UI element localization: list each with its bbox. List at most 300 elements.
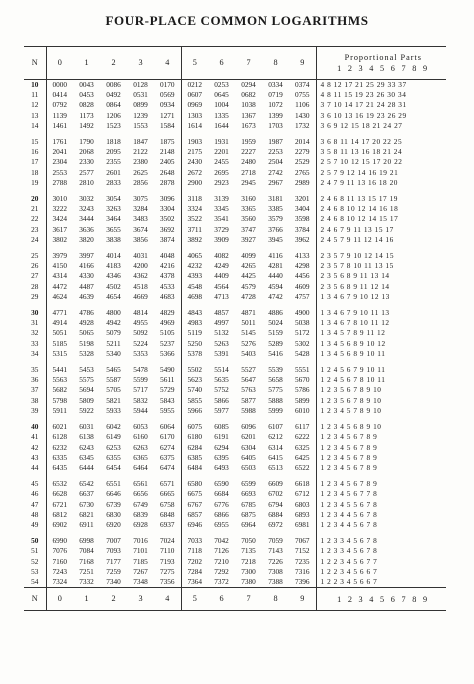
log-value-cell: 6875 [241,509,256,519]
log-value-cell: 6812 [52,509,68,519]
log-value-cell: 4533 [159,281,175,291]
log-value-cell: 6128 [52,432,68,442]
row-n-value: 47 [24,500,46,510]
row-n-value: 13 [24,111,46,121]
log-value-cell: 6684 [214,489,229,499]
log-value-cell: 2833 [106,177,121,187]
log-value-cell: 3856 [133,234,148,244]
log-value-cell: 1038 [241,100,256,110]
log-value-cell: 7226 [268,556,283,566]
row-n-value: 26 [24,261,46,271]
log-value-cell: 0899 [133,100,148,110]
log-value-cell: 6243 [79,442,94,452]
log-value-cell: 6955 [214,519,229,529]
log-value-cell: 6212 [268,432,283,442]
log-value-cell: 5092 [133,328,148,338]
digit-header: 5 [181,47,208,80]
proportional-parts-cell: 1 2 3 4 5 5 6 7 8 [316,500,446,510]
log-value-cell: 3820 [79,234,94,244]
log-value-cell: 1004 [214,100,229,110]
log-value-cell: 3617 [52,224,68,234]
digit-header: 0 [46,47,73,80]
table-row [24,396,446,406]
page-title: FOUR-PLACE COMMON LOGARITHMS [105,13,369,28]
log-value-cell: 2601 [106,167,121,177]
log-value-cell: 7202 [181,557,208,567]
table-row [24,111,446,121]
log-value-cell: 4564 [214,281,229,291]
log-value-cell: 5763 [241,385,256,395]
log-value-cell: 4955 [133,318,148,328]
log-value-cell: 2625 [133,167,148,177]
log-value-cell: 1732 [294,120,310,130]
row-n-value: 17 [24,157,46,167]
log-value-cell: 3802 [52,234,68,244]
table-row [24,261,446,271]
log-value-cell: 6294 [214,442,229,452]
log-value-cell: 1875 [159,137,175,147]
log-value-cell: 5933 [106,405,121,415]
log-value-cell: 0969 [181,100,208,110]
log-value-cell: 7050 [241,536,256,546]
log-value-cell: 6580 [181,479,208,489]
log-value-cell: 7007 [106,536,121,546]
row-n-value: 36 [24,375,46,385]
log-value-cell: 6946 [181,520,208,530]
log-value-cell: 5263 [214,338,229,348]
log-value-cell: 7340 [106,576,121,586]
log-value-cell: 6075 [181,422,208,432]
log-value-cell: 2330 [79,157,94,167]
log-value-cell: 3345 [214,204,229,214]
table-row [24,225,446,235]
log-value-cell: 3598 [294,214,310,224]
log-value-cell: 2175 [181,147,208,157]
log-value-cell: 3874 [159,234,175,244]
log-value-cell: 7143 [268,546,283,556]
log-value-cell: 7110 [160,546,175,556]
log-value-cell: 0414 [52,90,68,100]
log-value-cell: 6170 [159,432,175,442]
proportional-parts-header [316,47,446,80]
log-value-cell: 6345 [79,452,94,462]
log-value-cell: 4900 [294,308,310,318]
log-value-cell: 6031 [79,422,94,432]
log-value-cell: 6042 [106,422,121,432]
proportional-parts-cell: 3 5 8 11 13 16 18 21 24 [316,147,446,157]
table-body [24,80,446,588]
log-value-cell: 5366 [159,348,175,358]
table-row [24,194,446,204]
log-value-cell: 6464 [133,462,148,472]
log-value-cell: 5944 [133,405,148,415]
log-value-cell: 6454 [106,462,121,472]
log-value-cell: 6739 [106,499,121,509]
table-row [24,479,446,489]
log-value-cell: 3997 [79,251,94,261]
log-value-cell: 3784 [294,224,310,234]
log-value-cell: 2967 [268,177,283,187]
row-n-value: 41 [24,432,46,442]
log-value-cell: 6425 [294,452,310,462]
log-value-cell: 6263 [133,442,148,452]
log-value-cell: 4814 [133,308,148,318]
log-value-cell: 2577 [79,167,94,177]
row-n-value: 20 [24,194,46,204]
log-value-cell: 4232 [181,261,208,271]
log-value-cell: 6571 [159,479,175,489]
log-value-cell: 6848 [159,509,175,519]
log-value-cell: 6902 [52,519,68,529]
digit-footer: 3 [127,588,154,611]
log-value-cell: 2765 [294,167,310,177]
log-value-cell: 6314 [268,442,283,452]
log-value-cell: 4742 [268,291,283,301]
log-value-cell: 6893 [294,509,310,519]
table-row [24,365,446,375]
log-value-cell: 1461 [52,120,68,130]
digit-footer: 5 [181,588,208,611]
log-value-cell: 5403 [241,348,256,358]
log-value-cell: 5539 [268,365,283,375]
log-value-cell: 2480 [241,157,256,167]
log-value-cell: 5911 [52,405,67,415]
log-value-cell: 7275 [159,566,175,576]
log-value-cell: 6928 [133,519,148,529]
log-value-cell: 1903 [181,137,208,147]
log-value-cell: 1335 [214,110,229,120]
digit-footer: 4 [154,588,181,611]
log-value-cell: 4800 [106,308,121,318]
log-value-cell: 7168 [79,556,94,566]
table-row [24,214,446,224]
log-value-cell: 2405 [159,157,175,167]
log-value-cell: 3909 [214,234,229,244]
log-value-cell: 6637 [79,489,94,499]
proportional-parts-cell: 1 2 2 3 4 5 6 6 7 [316,577,446,588]
log-value-cell: 6665 [159,489,175,499]
digit-footer: 6 [208,588,235,611]
log-value-cell: 1644 [214,120,229,130]
log-value-cell: 0043 [79,80,94,89]
log-value-cell: 6532 [52,479,68,489]
log-value-cell: 1523 [106,120,121,130]
log-value-cell: 0755 [294,90,310,100]
log-value-cell: 5478 [133,365,148,375]
log-value-cell: 3655 [106,224,121,234]
proportional-parts-cell: 1 2 2 3 4 5 6 7 7 [316,557,446,567]
log-value-cell: 7348 [133,576,148,586]
proportional-parts-cell: 3 6 9 12 15 18 21 24 27 [316,121,446,131]
log-value-cell: 7118 [181,546,208,556]
log-value-cell: 0492 [106,90,121,100]
log-value-cell: 6375 [159,452,175,462]
log-value-cell: 4082 [214,251,229,261]
log-value-cell: 5119 [181,328,208,338]
log-value-cell: 7332 [79,576,94,586]
log-value-cell: 6138 [79,432,94,442]
log-value-cell: 5988 [241,405,256,415]
table-row [24,318,446,328]
log-value-cell: 0864 [106,100,121,110]
log-value-cell: 4757 [294,291,310,301]
log-value-cell: 5775 [268,385,283,395]
log-value-cell: 4346 [106,271,121,281]
row-n-value: 11 [24,90,46,100]
row-n-value: 24 [24,235,46,245]
log-value-cell: 5682 [52,385,68,395]
log-value-cell: 5752 [214,385,229,395]
log-value-cell: 2253 [268,147,283,157]
log-value-cell: 6884 [268,509,283,519]
log-value-cell: 5843 [159,395,175,405]
log-value-cell: 6551 [106,479,121,489]
log-value-cell: 5237 [159,338,175,348]
table-row [24,90,446,100]
log-value-cell: 5922 [79,405,94,415]
log-value-cell: 4133 [294,251,310,261]
proportional-parts-cell: 1 2 4 5 6 7 9 10 11 [316,365,446,375]
log-value-cell: 5899 [294,395,310,405]
log-value-cell: 0531 [133,90,148,100]
log-value-cell: 7300 [241,566,256,576]
log-value-cell: 0253 [214,80,229,89]
proportional-parts-cell: 1 2 3 4 5 6 7 8 9 [316,479,446,489]
table-row [24,308,446,318]
log-value-cell: 1931 [214,137,229,147]
log-value-cell: 3096 [159,194,175,204]
log-value-cell: 5694 [79,385,94,395]
log-value-cell: 3979 [52,251,68,261]
table-row [24,168,446,178]
row-n-value: 21 [24,204,46,214]
table-row [24,251,446,261]
row-n-value: 23 [24,225,46,235]
log-value-cell: 5740 [181,385,208,395]
log-value-cell: 0334 [268,80,283,89]
log-value-cell: 6712 [294,489,310,499]
log-value-cell: 4014 [106,251,121,261]
log-value-cell: 5955 [159,405,175,415]
log-value-cell: 6730 [79,499,94,509]
log-value-cell: 0000 [52,80,68,89]
log-value-cell: 7284 [181,567,208,577]
log-value-cell: 4969 [159,318,175,328]
log-value-cell: 6503 [241,462,256,472]
log-value-cell: 0645 [214,90,229,100]
log-value-cell: 7316 [294,566,310,576]
log-value-cell: 6191 [214,432,229,442]
log-value-cell: 6776 [214,499,229,509]
table-row [24,204,446,214]
row-n-value: 49 [24,520,46,530]
log-value-cell: 1614 [181,121,208,131]
log-value-cell: 4579 [241,281,256,291]
log-value-cell: 5670 [294,375,310,385]
log-value-cell: 5276 [241,338,256,348]
log-value-cell: 4166 [79,261,94,271]
log-value-cell: 2201 [214,147,229,157]
row-n-value: 10 [24,80,46,91]
row-n-value: 27 [24,271,46,281]
log-value-cell: 6721 [52,499,68,509]
log-value-cell: 2041 [52,147,68,157]
log-value-cell: 1761 [52,137,68,147]
row-n-value: 14 [24,121,46,131]
log-value-cell: 3579 [268,214,283,224]
log-value-cell: 1492 [79,120,94,130]
proportional-parts-cell: 1 2 4 5 6 7 8 10 11 [316,375,446,385]
proportional-parts-digits: 1 2 3 4 5 6 7 8 9 [337,594,430,604]
row-n-value: 45 [24,479,46,489]
proportional-parts-cell: 2 4 5 7 9 11 12 14 16 [316,235,446,245]
log-value-cell: 3160 [241,194,256,204]
digit-header: 1 [73,47,100,80]
log-value-cell: 6821 [79,509,94,519]
log-value-cell: 5145 [241,328,256,338]
log-value-cell: 6149 [106,432,121,442]
table-row [24,567,446,577]
proportional-parts-cell: 1 2 3 4 4 5 6 7 8 [316,510,446,520]
log-value-cell: 6803 [294,499,310,509]
row-n-value: 54 [24,577,46,588]
log-value-cell: 2878 [159,177,175,187]
row-n-value: 42 [24,443,46,453]
proportional-parts-footer [316,588,446,611]
log-value-cell: 3032 [79,194,94,204]
table-row [24,557,446,567]
log-value-cell: 4183 [106,261,121,271]
log-value-cell: 2900 [181,178,208,188]
table-row [24,385,446,395]
log-value-cell: 4216 [159,261,175,271]
log-value-cell: 3766 [268,224,283,234]
log-value-cell: 5705 [106,385,121,395]
log-value-cell: 5105 [159,328,175,338]
proportional-parts-cell: 3 6 8 11 14 17 20 22 25 [316,137,446,147]
log-value-cell: 6998 [79,536,94,546]
log-value-cell: 3424 [52,214,68,224]
log-value-cell: 7235 [294,556,310,566]
row-n-value: 34 [24,349,46,359]
log-value-cell: 7396 [294,576,310,586]
log-value-cell: 4886 [268,308,283,318]
log-value-cell: 6180 [181,432,208,442]
log-value-cell: 6365 [133,452,148,462]
proportional-parts-cell: 2 4 6 7 9 11 13 15 17 [316,225,446,235]
log-value-cell: 6830 [106,509,121,519]
row-n-value: 46 [24,489,46,499]
table-row [24,463,446,473]
log-value-cell: 0607 [181,90,208,100]
proportional-parts-cell: 1 2 3 3 4 5 6 7 8 [316,546,446,556]
proportional-parts-cell: 4 8 11 15 19 23 26 30 34 [316,90,446,100]
log-value-cell: 3838 [106,234,121,244]
row-n-value: 16 [24,147,46,157]
log-value-cell: 3139 [214,194,229,204]
log-value-cell: 3201 [294,194,310,204]
log-value-cell: 3118 [181,194,208,204]
table-row [24,292,446,302]
log-value-cell: 2279 [294,147,310,157]
row-n-value: 12 [24,100,46,110]
table-row [24,406,446,416]
proportional-parts-cell: 1 3 4 6 7 9 10 11 13 [316,308,446,318]
log-value-cell: 1106 [295,100,310,110]
log-value-cell: 1847 [133,137,148,147]
row-n-value: 28 [24,282,46,292]
log-value-cell: 1553 [133,120,148,130]
log-value-cell: 4928 [79,318,94,328]
log-value-cell: 7033 [181,536,208,546]
log-value-cell: 1399 [268,110,283,120]
proportional-parts-cell: 1 2 3 4 5 6 7 7 8 [316,489,446,499]
log-value-cell: 5514 [214,365,229,375]
log-value-cell: 7135 [241,546,256,556]
table-row [24,282,446,292]
row-n-value: 35 [24,365,46,375]
log-value-cell: 6839 [133,509,148,519]
table-row [24,510,446,520]
log-value-cell: 4829 [159,308,175,318]
log-value-cell: 6767 [181,500,208,510]
log-value-cell: 7093 [106,546,121,556]
log-value-cell: 4200 [133,261,148,271]
log-value-cell: 6785 [241,499,256,509]
proportional-parts-cell: 1 3 4 6 7 8 10 11 12 [316,318,446,328]
log-value-cell: 7251 [79,566,94,576]
row-n-value: 43 [24,453,46,463]
log-value-cell: 4786 [79,308,94,318]
digit-footer: 8 [262,588,289,611]
log-value-cell: 4425 [241,271,256,281]
log-value-cell: 4624 [52,291,68,301]
proportional-parts-digits: 1 2 3 4 5 6 7 8 9 [337,64,430,73]
log-value-cell: 4728 [241,291,256,301]
proportional-parts-cell: 2 3 5 7 8 10 11 13 15 [316,261,446,271]
log-value-cell: 6222 [294,432,310,442]
log-value-cell: 3945 [268,234,283,244]
proportional-parts-cell: 1 2 3 4 5 6 7 8 9 [316,463,446,473]
log-value-cell: 4265 [241,261,256,271]
footer-row [24,588,446,611]
log-value-cell: 7308 [268,566,283,576]
table-row [24,349,446,359]
log-value-cell: 7364 [181,577,208,588]
log-value-cell: 6972 [268,519,283,529]
log-value-cell: 4983 [181,318,208,328]
log-value-cell: 2945 [241,177,256,187]
log-value-cell: 2504 [268,157,283,167]
log-value-cell: 7160 [52,556,68,566]
row-n-value: 18 [24,168,46,178]
log-value-cell: 5051 [52,328,68,338]
proportional-parts-cell: 1 2 3 4 5 6 8 9 10 [316,422,446,432]
log-value-cell: 0212 [181,80,208,91]
digit-header: 6 [208,47,235,80]
log-value-cell: 3010 [52,194,68,204]
row-n-value: 48 [24,510,46,520]
log-value-cell: 2788 [52,177,68,187]
proportional-parts-cell: 1 2 3 4 5 6 7 8 9 [316,453,446,463]
log-value-cell: 5224 [133,338,148,348]
proportional-parts-cell: 2 4 6 8 11 13 15 17 19 [316,194,446,204]
log-value-cell: 1303 [181,111,208,121]
log-value-cell: 3385 [268,204,283,214]
table-row [24,157,446,167]
table-row [24,546,446,556]
log-value-cell: 2068 [79,147,94,157]
